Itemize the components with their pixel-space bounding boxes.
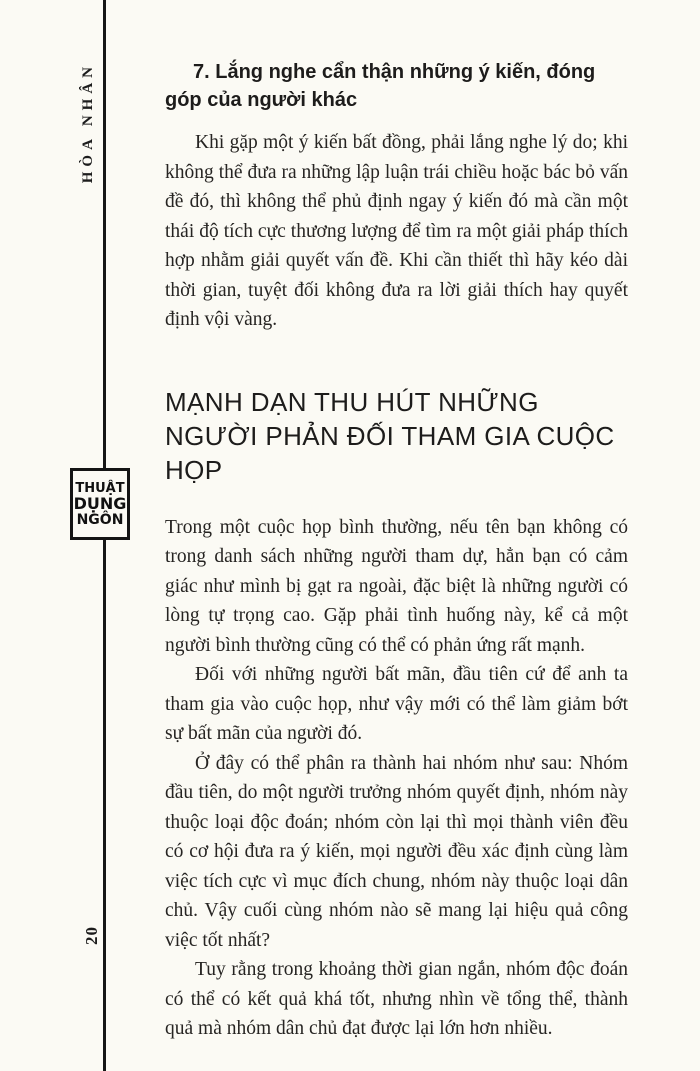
paragraph-1: Trong một cuộc họp bình thường, nếu tên bạn không có trong danh sách những người tham dự, hẳn bạn có cảm giác như mình bị gạt ra ngoài, đặc biệt là những người có lòng tự trọng cao. Gặp phải tình huống này, kể cả một người bình thường cũng có thể có phản ứng rất mạnh. [165,516,628,656]
page-number: 20 [82,926,101,945]
series-logo-stamp [70,468,130,540]
chapter-title: MẠNH DẠN THU HÚT NHỮNG NGƯỜI PHẢN ĐỐI THAM GIA CUỘC HỌP [165,386,615,485]
logo-line-2: DỤNG [73,493,127,513]
paragraph-2: Đối với những người bất mãn, đầu tiên cứ để anh ta tham gia vào cuộc họp, như vậy mới có thể làm giảm bớt sự bất mãn của người đó. [165,664,628,744]
page-content [165,58,628,1044]
numbered-subheading: 7. Lắng nghe cẩn thận những ý kiến, đóng góp của người khác [165,61,596,111]
paragraph-3: Ở đây có thể phân ra thành hai nhóm như sau: Nhóm đầu tiên, do một người trưởng nhóm quyết định, nhóm này thuộc loại độc đoán; nhóm còn lại thì mọi thành viên đều có cơ hội đưa ra ý kiến, mọi người đều xác định cùng làm việc tích cực vì mục đích chung, nhóm này thuộc loại dân chủ. Vậy cuối cùng nhóm nào sẽ mang lại hiệu quả công việc tốt nhất? [165,752,628,951]
logo-line-1: THUẬT [75,480,125,496]
logo-line-3: NGÔN [76,511,124,528]
author-name-vertical: HÒA NHÂN [80,62,96,184]
paragraph-4: Tuy rằng trong khoảng thời gian ngắn, nhóm độc đoán có thể có kết quả khá tốt, nhưng nhìn về tổng thể, thành quả mà nhóm dân chủ đạt được lại lớn hơn nhiều. [165,959,628,1039]
paragraph-section7: Khi gặp một ý kiến bất đồng, phải lắng nghe lý do; khi không thể đưa ra những lập luận trái chiều hoặc bác bỏ vấn đề đó, thì không thể phủ định ngay ý kiến đó mà cần một thái độ tích cực thương lượng để tìm ra một giải pháp thích hợp nhằm giải quyết vấn đề. Khi cần thiết thì hãy kéo dài thời gian, tuyệt đối không đưa ra lời giải thích hay quyết định vội vàng. [165,132,628,330]
